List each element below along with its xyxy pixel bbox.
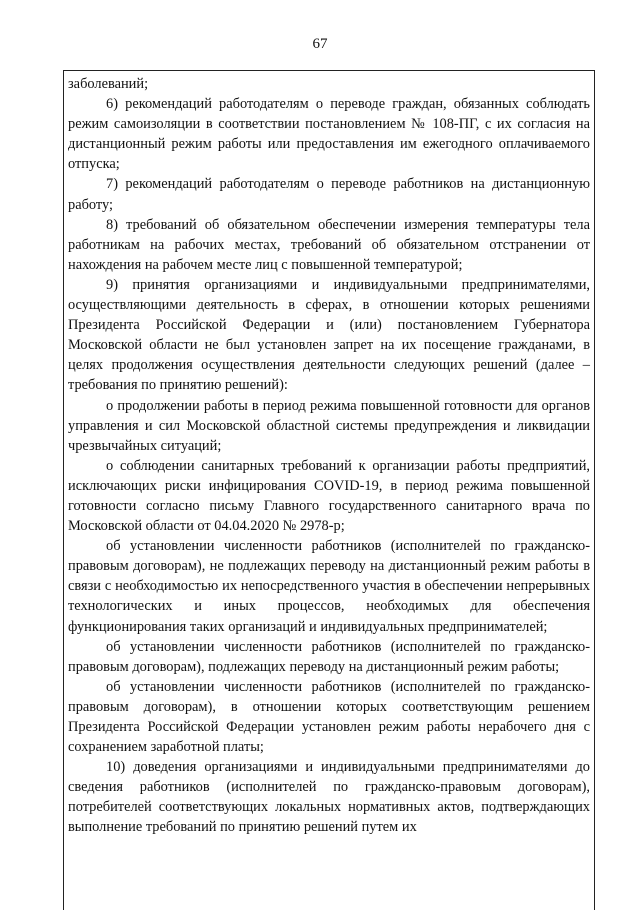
paragraph: 6) рекомендаций работодателям о переводе граждан, обязанных соблюдать режим самоизоляции в соответствии постановлением № 108-ПГ, с их согласия на дистанционный режим работы или предоставления им ежегодного оплачиваемого отпуска; (68, 96, 590, 173)
paragraph: 7) рекомендаций работодателям о переводе работников на дистанционную работу; (68, 176, 590, 213)
paragraph: о соблюдении санитарных требований к организации работы предприятий, исключающих риски инфицирования COVID-19, в период режима повышенной готовности согласно письму Главного государственного санитарного врача по Московской области от 04.04.2020 № 2978-р; (68, 457, 590, 535)
paragraph: об установлении численности работников (исполнителей по гражданско-правовым договорам), не подлежащих переводу на дистанционный режим работы в связи с необходимостью их непосредственного участия в обеспечении непрерывных технологических и иных процессов, необходимых для обеспечения функционирования таких организаций и индивидуальных предпринимателей; (68, 538, 590, 635)
paragraph: заболеваний; (68, 76, 149, 92)
document-body (68, 74, 590, 838)
paragraph: 10) доведения организациями и индивидуальными предпринимателями до сведения работников (исполнителей по гражданско-правовым договорам), потребителей соответствующих локальных нормативных актов, подтверждающих выполнение требований по принятию решений путем их (68, 759, 590, 836)
page-number: 67 (312, 36, 328, 52)
paragraph: об установлении численности работников (исполнителей по гражданско-правовым договорам), в отношении которых соответствующим решением Президента Российской Федерации установлен режим работы нерабочего дня с сохранением заработной платы; (68, 678, 590, 756)
paragraph: 9) принятия организациями и индивидуальными предпринимателями, осуществляющими деятельность в сферах, в отношении которых решениями Президента Российской Федерации и (или) постановлением Губернатора Московской области не был установлен запрет на их посещение гражданами, в целях продолжения осуществления деятельности следующих решений (далее – требования по принятию решений): (68, 276, 590, 394)
paragraph: о продолжении работы в период режима повышенной готовности для органов управления и сил Московской областной системы предупреждения и ликвидации чрезвычайных ситуаций; (68, 397, 590, 454)
paragraph: об установлении численности работников (исполнителей по гражданско-правовым договорам), подлежащих переводу на дистанционный режим работы; (68, 638, 590, 675)
paragraph: 8) требований об обязательном обеспечении измерения температуры тела работникам на рабочих местах, требований об обязательном отстранении от нахождения на рабочем месте лиц с повышенной температурой; (68, 216, 590, 273)
